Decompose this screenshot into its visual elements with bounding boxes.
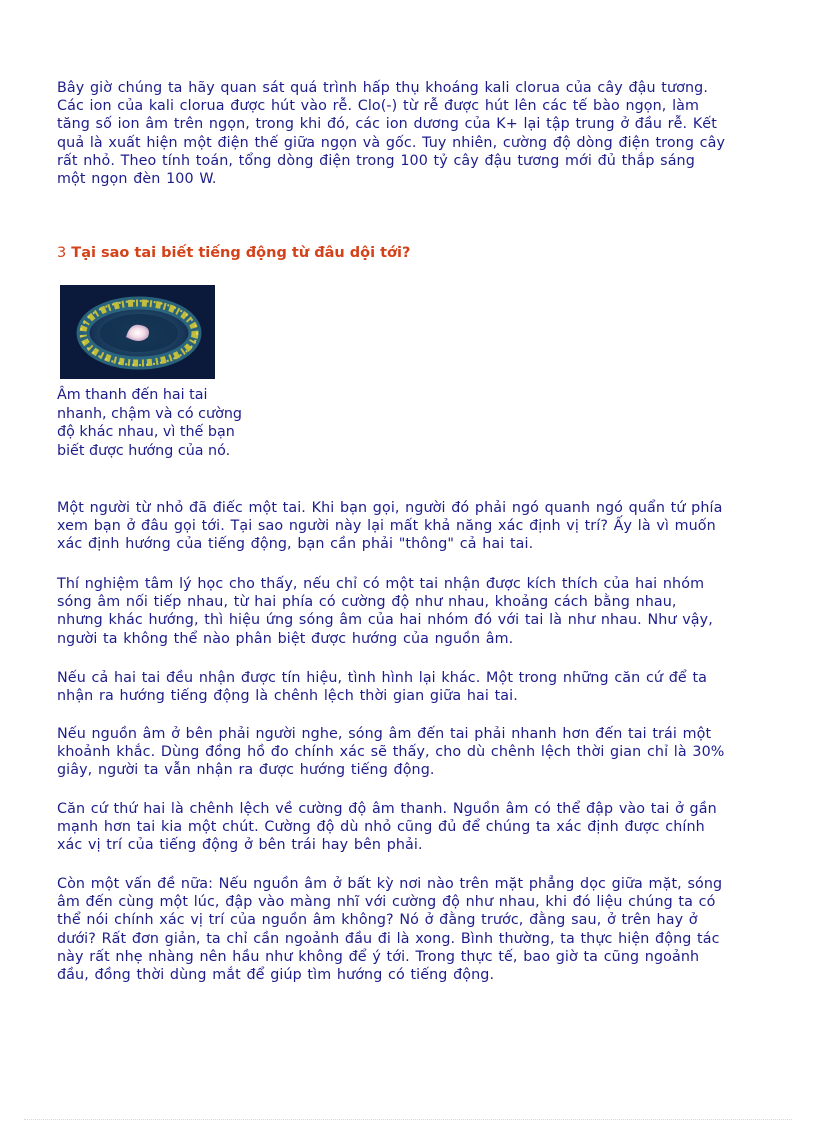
paragraph-3: Nếu cả hai tai đều nhận được tín hiệu, tình hình lại khác. Một trong những căn cứ để ta nhận ra hướng tiếng động là chênh lệch thời gian giữa hai tai.	[57, 670, 708, 705]
section-title: Tại sao tai biết tiếng động từ đâu dội tới?	[71, 245, 411, 261]
paragraph-5: Căn cứ thứ hai là chênh lệch về cường độ âm thanh. Nguồn âm có thể đập vào tai ở gần mạnh hơn tai kia một chút. Cường độ dù nhỏ cũng đủ để chúng ta xác định được chính xác vị trí của tiếng động ở bên trái hay bên phải.	[57, 801, 717, 854]
intro-paragraph: Bây giờ chúng ta hãy quan sát quá trình hấp thụ khoáng kali clorua của cây đậu tương. Các ion của kali clorua được hút vào rễ. Clo(-) từ rễ được hút lên các tế bào ngọn, làm tăng số ion âm trên ngọn, trong khi đó, các ion dương của K+ lại tập trung ở đầu rễ. Kết quả là xuất hiện một điện thế giữa ngọn và gốc. Tuy nhiên, cường độ dòng điện trong cây rất nhỏ. Theo tính toán, tổng dòng điện trong 100 tỷ cây đậu tương mới đủ thắp sáng một ngọn đèn 100 W.	[57, 80, 726, 188]
paragraph-4: Nếu nguồn âm ở bên phải người nghe, sóng âm đến tai phải nhanh hơn đến tai trái một khoảnh khắc. Dùng đồng hồ đo chính xác sẽ thấy, cho dù chênh lệch thời gian chỉ là 30% giây, người ta vẫn nhận ra được hướng tiếng động.	[57, 726, 725, 779]
figure-caption: Âm thanh đến hai tai nhanh, chậm và có cường độ khác nhau, vì thế bạn biết được hướng của nó.	[57, 387, 242, 459]
paragraph-6: Còn một vấn đề nữa: Nếu nguồn âm ở bất kỳ nơi nào trên mặt phẳng dọc giữa mặt, sóng âm đến cùng một lúc, đập vào màng nhĩ với cường độ như nhau, khi đó liệu chúng ta có thể nói chính xác vị trí của nguồn âm không? Nó ở đằng trước, đằng sau, ở trên hay ở dưới? Rất đơn giản, ta chỉ cần ngoảnh đầu đi là xong. Bình thường, ta thực hiện động tác này rất nhẹ nhàng nên hầu như không để ý tới. Trong thực tế, bao giờ ta cũng ngoảnh đầu, đồng thời dùng mắt để giúp tìm hướng có tiếng động.	[57, 876, 723, 984]
paragraph-1: Một người từ nhỏ đã điếc một tai. Khi bạn gọi, người đó phải ngó quanh ngó quẩn tứ phía xem bạn ở đâu gọi tới. Tại sao người này lại mất khả năng xác định vị trí? Ấy là vì muốn xác định hướng của tiếng động, bạn cần phải "thông" cả hai tai.	[57, 500, 723, 553]
section-number: 3	[57, 245, 67, 261]
section-heading	[57, 243, 410, 263]
supernova-ring-image	[60, 285, 215, 379]
page-bottom-divider	[24, 1119, 792, 1120]
paragraph-2: Thí nghiệm tâm lý học cho thấy, nếu chỉ có một tai nhận được kích thích của hai nhóm sóng âm nối tiếp nhau, từ hai phía có cường độ như nhau, khoảng cách bằng nhau, nhưng khác hướng, thì hiệu ứng sóng âm của hai nhóm đó với tai là như nhau. Như vậy, người ta không thể nào phân biệt được hướng của nguồn âm.	[57, 576, 713, 647]
